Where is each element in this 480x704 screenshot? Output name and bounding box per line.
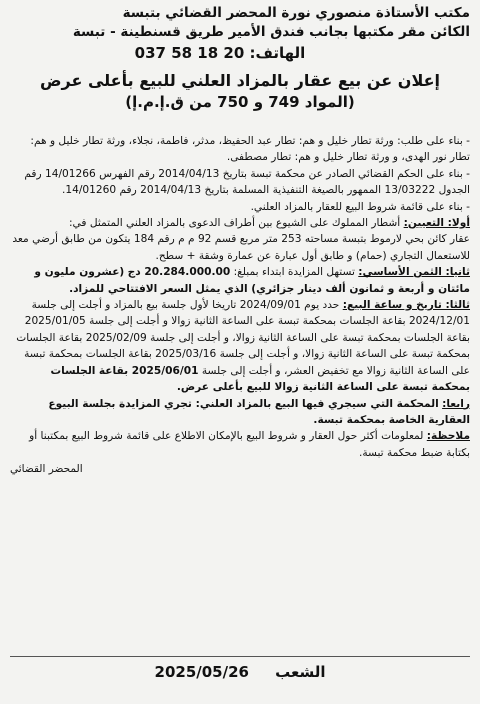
designation-text: أشطار المملوك على الشيوع بين أطراف الدعوى بالمزاد العلني المتمثل في: <box>68 217 401 230</box>
intro-paragraph-1: - بناء على طلب: ورثة تطار خليل و هم: تطار عبد الحفيظ، مدثر، فاطمة، نجلاء، ورثة تطار خليل و هم: تطار نور الهدى، و ورثة تطار خليل و هم: تطار مصطفى. <box>30 135 470 164</box>
sale-date-text: حدد يوم 2024/09/01 تاريخا لأول جلسة بيع بالمزاد و أجلت إلى جلسة 2024/12/01 بقاعة الجلسات بمحكمة تبسة على الساعة الثانية زوالا و أجلت إلى جلسة 2025/01/05 بقاعة الجلسات بمحكمة تبسة على الساعة الثانية زوالا، و أجلت إلى جلسة 2025/02/09 بقاعة الجلسات بمحكمة تبسة على الساعة الثانية زوالا، و أجلت إلى جلسة 2025/03/16 بقاعة الجلسات بمحكمة تبسة على الساعة الثانية زوالا مع تخفيض العشر، و أجلت إلى جلسة <box>16 299 470 377</box>
notice-header <box>10 4 470 64</box>
note-text: لمعلومات أكثر حول العقار و شروط البيع بالإمكان الاطلاع على قائمة شروط البيع بمكتبنا أو بكتابة ضبط محكمة تبسة. <box>29 430 470 459</box>
publication-footer <box>10 656 470 681</box>
court-label: رابعا: <box>442 397 470 410</box>
sale-final-date: 2025/06/01 بقاعة <box>98 364 199 377</box>
base-price-amount: 20.284.000.00 دج <box>127 266 231 279</box>
property-description: عقار كائن بحي لارموط بتبسة مساحته 253 متر مربع قسم 92 م م رقم 184 يتكون من طابق أرضي معد للاستعمال التجاري (حمام) و طابق أول عبارة عن عمارة وشقة + سطح. <box>12 233 470 262</box>
section-base-price <box>10 264 470 297</box>
note-label: ملاحظة: <box>426 430 470 443</box>
office-address: الكائن مقر مكتبها بجانب فندق الأمير طريق قسنطينة - تبسة <box>72 24 470 40</box>
section-court <box>10 396 470 429</box>
base-price-label: ثانيا: الثمن الأساسي: <box>358 266 470 279</box>
notice-articles: (المواد 749 و 750 من ق.إ.م.إ) <box>125 93 355 111</box>
base-price-text: تستهل المزايدة ابتداء بمبلغ: <box>233 266 355 279</box>
office-phone-line <box>10 42 430 64</box>
intro-paragraph-2: - بناء على الحكم القضائي الصادر عن محكمة تبسة بتاريخ 2014/04/13 رقم الفهرس 14/01266 رقم الجدول 13/03222 الممهور بالصيغة التنفيذية المسلمة بتاريخ 2014/04/13 رقم 14/01260. <box>24 167 470 197</box>
intro-paragraph-3: - بناء على قائمة شروط البيع للعقار بالمزاد العلني. <box>250 200 470 213</box>
court-text: المحكمة التي سيجري فيها البيع بالمزاد العلني: تجري المزايدة بجلسة البيوع العقارية الخاصة بمحكمة تبسة. <box>48 397 470 426</box>
notice-body <box>10 133 470 476</box>
base-price-words: (عشرون مليون و مائتان و أربعة و ثمانون ألف دينار جزائري) الذي يمثل السعر الافتتاحي للمزاد. <box>34 266 470 295</box>
notice-title: إعلان عن بيع عقار بالمزاد العلني للبيع بأعلى عرض <box>39 71 440 90</box>
bailiff-signature: المحضر القضائي <box>10 463 83 476</box>
newspaper-name: الشعب <box>275 663 326 681</box>
office-name: مكتب الأستاذة منصوري نورة المحضر القضائي بتبسة <box>122 5 470 21</box>
publication-date: 2025/05/26 <box>154 663 249 681</box>
sale-date-label: ثالثا: تاريخ و ساعة البيع: <box>342 299 470 312</box>
section-designation <box>10 215 470 231</box>
section-sale-date <box>10 297 470 395</box>
sale-final-text: الجلسات بمحكمة تبسة على الساعة الثانية زوالا للبيع بأعلى عرض. <box>50 364 470 394</box>
phone-number: 037 58 18 20 <box>134 44 245 62</box>
section-note <box>10 428 470 461</box>
phone-label: الهاتف: <box>249 44 306 62</box>
designation-label: أولا: التعيين: <box>403 217 470 230</box>
